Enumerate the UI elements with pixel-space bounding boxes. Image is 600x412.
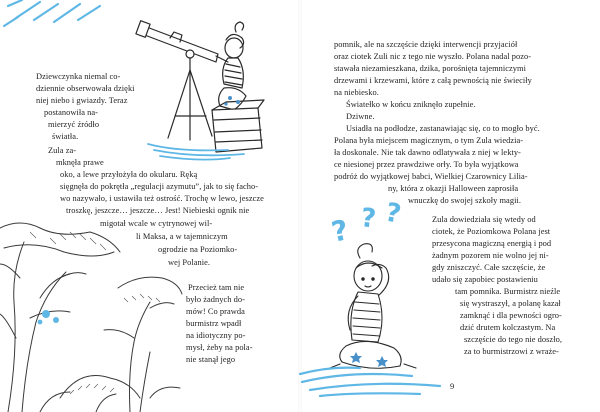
text-line: dziennie obserwowała dzięki bbox=[36, 84, 135, 93]
text-line: Polana była miejscem magicznym, o tym Zula wiedzia- bbox=[334, 136, 524, 145]
text-line: zamknąć i dla pewności ogro- bbox=[460, 311, 562, 320]
text-line: było żadnych do- bbox=[186, 295, 245, 304]
text-line: burmistrz wpadł bbox=[186, 319, 242, 328]
text-line: niej niebo i gwiazdy. Teraz bbox=[36, 96, 128, 105]
text-line: szczęście do tego nie doszło, bbox=[464, 335, 562, 344]
text-line: ogrodzie na Poziomko- bbox=[158, 245, 238, 254]
text-line: li Maksa, a w tajemniczym bbox=[136, 232, 228, 241]
question-mark-icon: ? bbox=[359, 203, 378, 235]
text-line: za to burmistrzowi z wraże- bbox=[464, 347, 559, 356]
text-line: na niebiesko. bbox=[334, 88, 379, 97]
text-line: mknęła prawe bbox=[56, 158, 104, 167]
question-mark-icon: ? bbox=[328, 213, 352, 249]
text-line: oko, a lewe przyłożyła do okularu. Ręką bbox=[60, 170, 198, 179]
text-line: żadnym pozorem nie wolno jej ni- bbox=[432, 251, 549, 260]
text-line: wnuczkę do swojej szkoły magii. bbox=[408, 196, 521, 205]
text-line: się wystraszył, a polanę kazał bbox=[460, 299, 561, 308]
text-line: ny, która z okazji Halloween zaprosiła bbox=[388, 184, 519, 193]
text-line: wej Polanie. bbox=[168, 258, 211, 267]
text-line: wo nazywało, i ustawiła też ostrość. Trochę w lewo, jeszcze bbox=[60, 194, 264, 203]
right-page bbox=[300, 0, 600, 412]
text-line: Zula dowiedziała się wtedy od bbox=[432, 215, 536, 224]
text-line: postanowiła na- bbox=[44, 108, 99, 117]
text-line: drzewami i krzewami, które z całą pewnością nie świeciły bbox=[334, 76, 532, 85]
sky-strokes-illustration bbox=[0, 0, 110, 40]
text-line: nie stanął jego bbox=[186, 355, 236, 364]
text-line: światła. bbox=[52, 132, 79, 141]
text-line: ła doskonale. Nie tak dawno odlatywała z niej w lekty- bbox=[334, 148, 521, 157]
text-line: udało się zapobiec postawieniu bbox=[432, 275, 538, 284]
question-mark-icon: ? bbox=[382, 197, 404, 230]
text-line: migotał wcale w cytrynowej wil- bbox=[100, 219, 213, 228]
text-line: Usiadła na podłodze, zastanawiając się, co to mogło być. bbox=[346, 124, 540, 133]
text-line: na idiotyczny po- bbox=[186, 331, 246, 340]
girl-thinking-illustration bbox=[300, 196, 468, 412]
text-line: dzić drutem kolczastym. Na bbox=[460, 323, 556, 332]
text-line: ce niesionej przez prawdziwe orły. To była wyjątkowa bbox=[334, 160, 519, 169]
text-line: mów! Co prawda bbox=[186, 307, 245, 316]
text-line: tam pomnika. Burmistrz nieźle bbox=[455, 287, 561, 296]
text-line: mierzyć źródło bbox=[48, 120, 100, 129]
text-line: Dziewczynka niemal co- bbox=[36, 72, 121, 81]
text-line: gdy zniszczyć. Całe szczęście, że bbox=[432, 263, 546, 272]
text-line: ciotek, że Poziomkowa Polana jest bbox=[432, 227, 551, 236]
page-number: 9 bbox=[450, 382, 455, 391]
text-line: Dziwne. bbox=[346, 112, 375, 121]
text-line: sięgnęła do pokrętła „regulacji azymutu”, jak to się facho- bbox=[60, 182, 259, 191]
text-line: stawała niezamieszkana, dzika, porośnięta tajemniczymi bbox=[334, 64, 526, 73]
text-line: mysł, żeby na pola- bbox=[186, 343, 253, 352]
text-line: przesycona magiczną energią i pod bbox=[432, 239, 552, 248]
text-line: Przecież tam nie bbox=[188, 283, 245, 292]
garden-trees-illustration bbox=[0, 218, 190, 412]
text-line: podróż do wyjątkowej babci, Wielkiej Czarownicy Lilia- bbox=[334, 172, 528, 181]
text-line: Światełko w końcu zniknęło zupełnie. bbox=[346, 100, 476, 109]
text-line: troszkę, jeszcze… jeszcze… Jest! Niebieski ognik nie bbox=[66, 206, 250, 215]
girl-telescope-illustration bbox=[130, 10, 290, 170]
text-line: oraz ciotek Zuli nic z tego nie wyszło. Polana nadal pozo- bbox=[334, 52, 532, 61]
text-line: pomnik, ale na szczęście dzięki interwencji przyjaciół bbox=[334, 40, 518, 49]
text-line: Zula za- bbox=[48, 146, 77, 155]
